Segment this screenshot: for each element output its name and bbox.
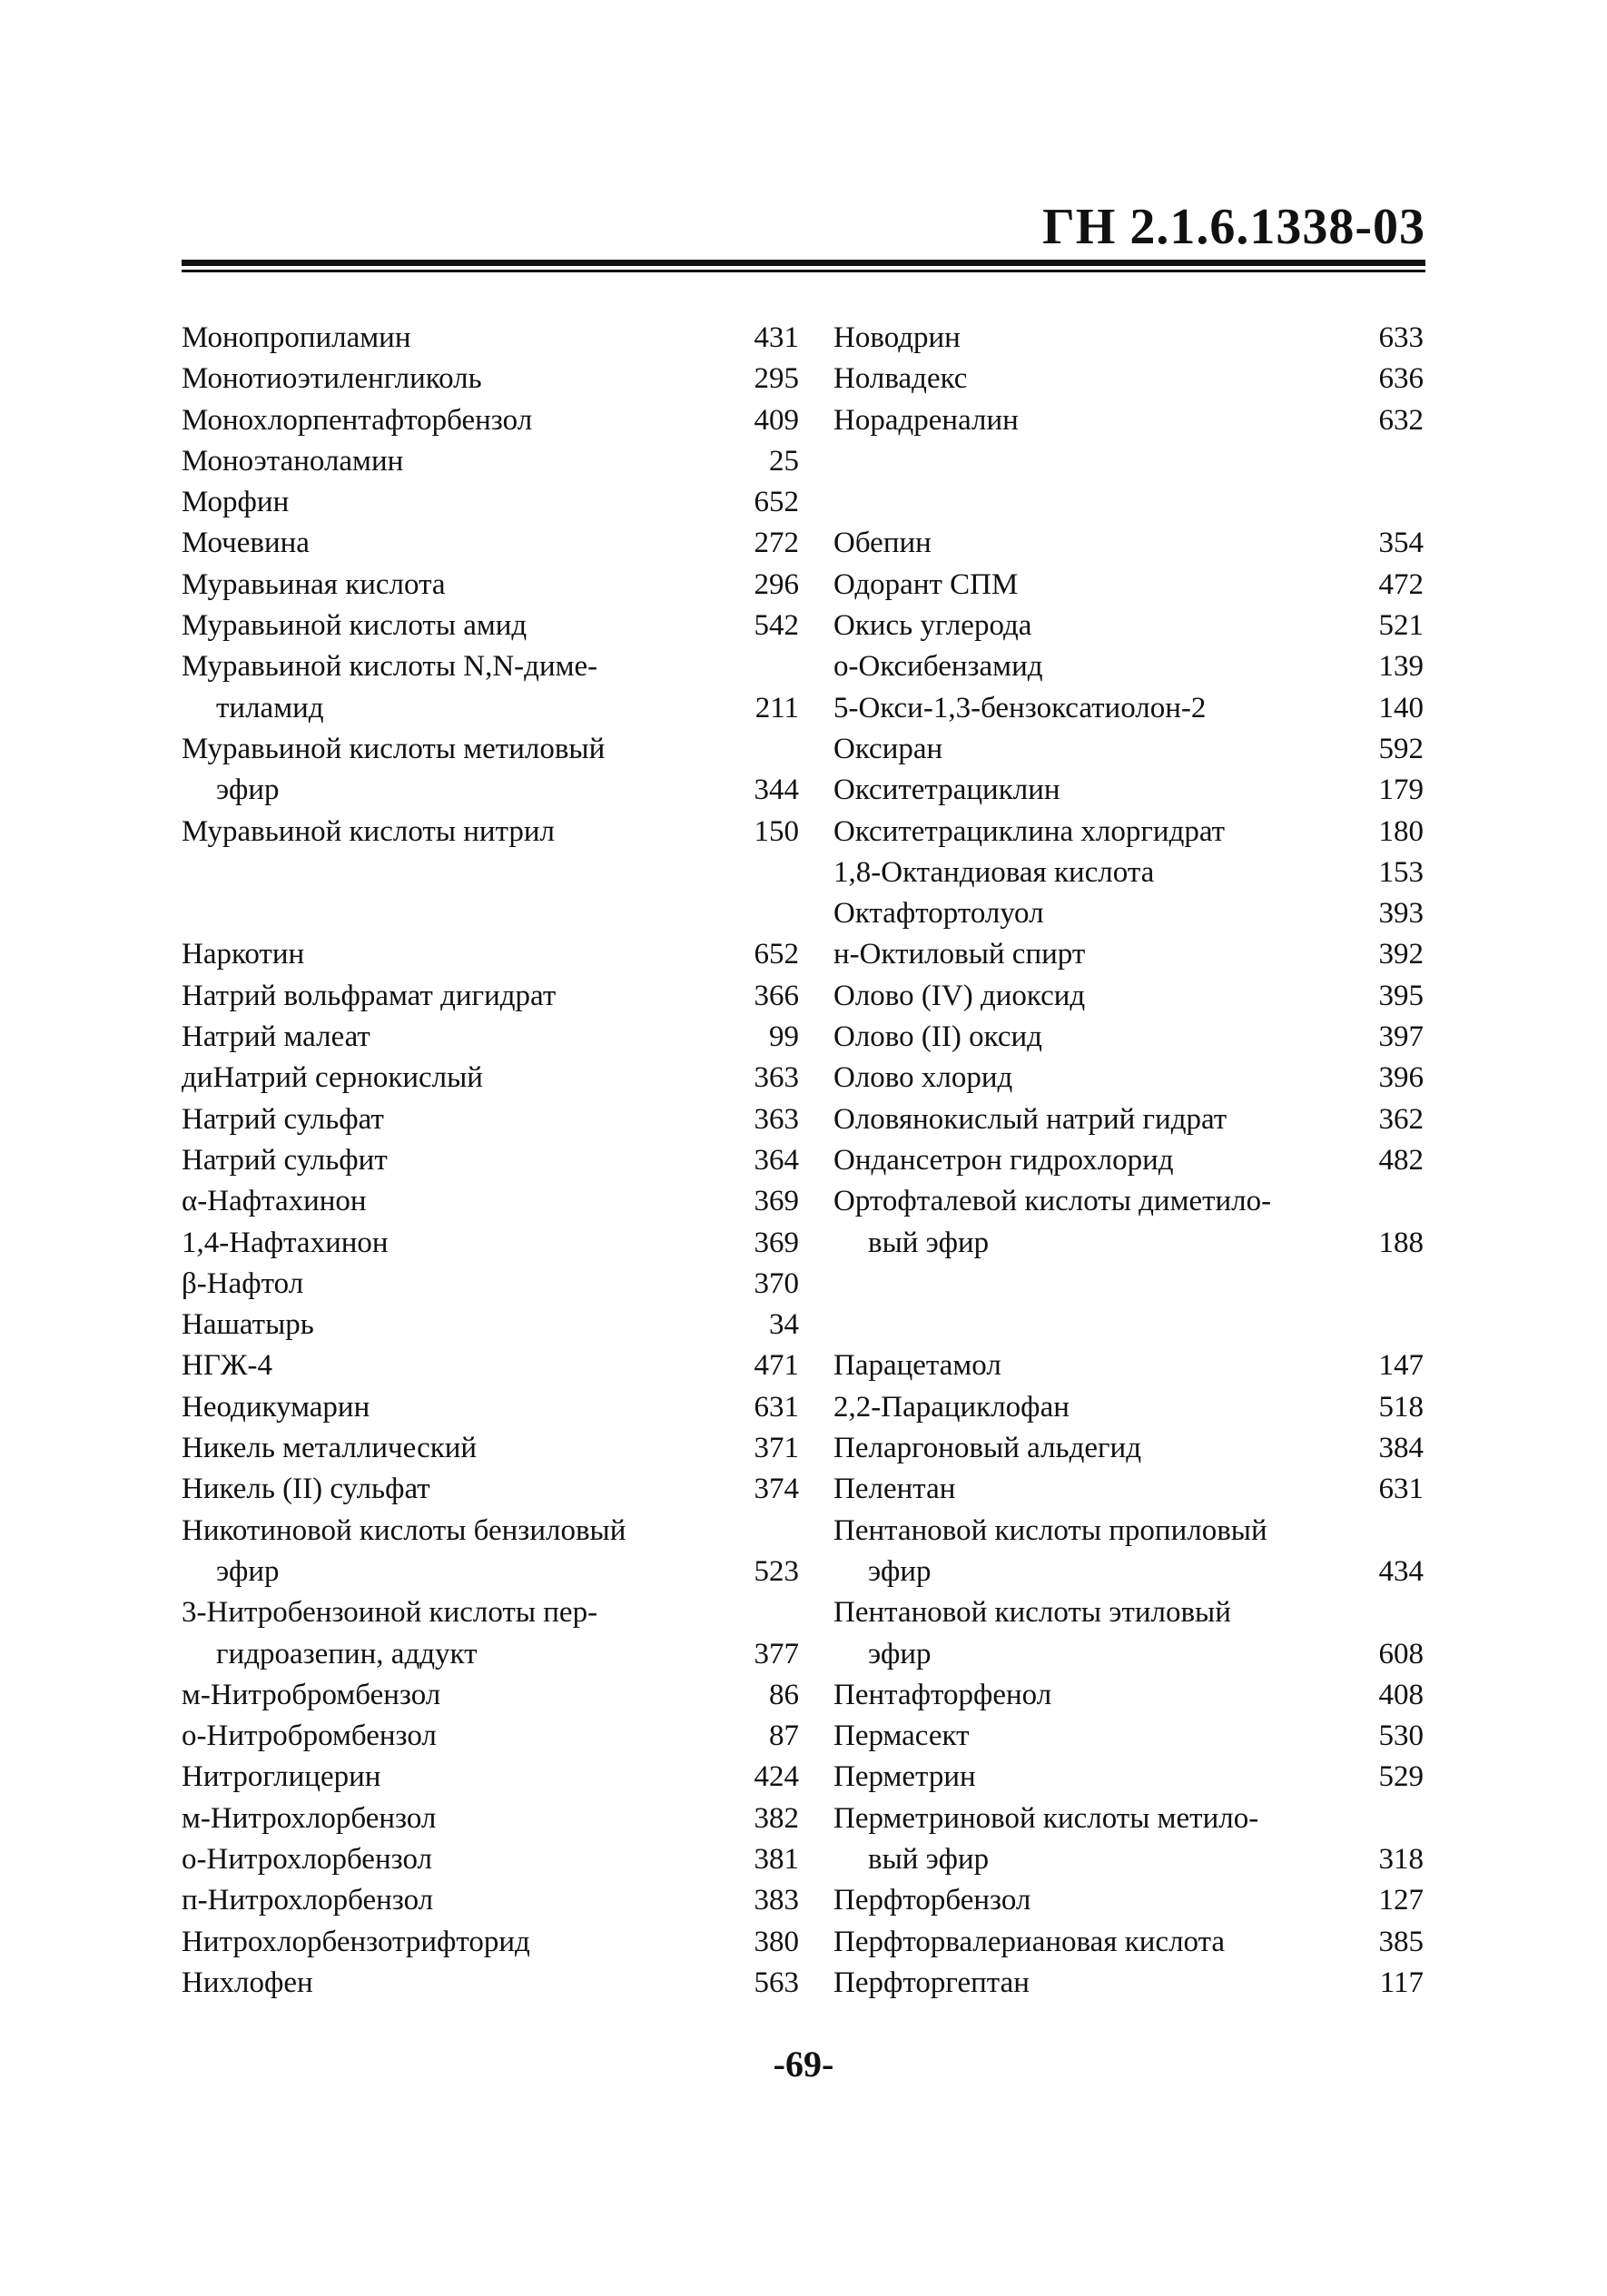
- index-entry: [833, 1675, 1424, 1716]
- index-entry: [182, 1345, 799, 1386]
- index-entry: [182, 318, 799, 359]
- entry-name: о-Нитрохлорбензол: [182, 1842, 432, 1876]
- entry-name: Муравьиной кислоты метиловый: [182, 732, 606, 765]
- entry-name: эфир: [216, 1554, 280, 1588]
- entry-name: Неодикумарин: [182, 1390, 370, 1424]
- entry-name: п-Нитрохлорбензол: [182, 1884, 434, 1917]
- entry-name: Олово хлорид: [833, 1061, 1013, 1095]
- entry-name: Пентановой кислоты этиловый: [833, 1596, 1231, 1630]
- index-entry: [182, 729, 799, 770]
- entry-page-ref: 472: [1378, 567, 1424, 601]
- entry-page-ref: 127: [1378, 1884, 1424, 1917]
- index-entry: [833, 400, 1424, 441]
- index-entry: [182, 852, 799, 893]
- entry-name: Нихлофен: [182, 1966, 313, 1999]
- entry-page-ref: 632: [1378, 403, 1424, 437]
- index-entry: [182, 1716, 799, 1757]
- entry-name: Новодрин: [833, 321, 961, 354]
- entry-page-ref: 180: [1378, 814, 1424, 848]
- index-entry: [833, 1345, 1424, 1386]
- header-rule-thick: [182, 260, 1425, 266]
- index-entry: [182, 1963, 799, 2004]
- entry-page-ref: 521: [1378, 609, 1424, 643]
- entry-page-ref: 393: [1378, 897, 1424, 931]
- index-entry: [833, 1264, 1424, 1305]
- index-entry: [182, 1839, 799, 1880]
- entry-name: α-Нафтахинон: [182, 1185, 367, 1218]
- index-entry: [833, 1305, 1424, 1345]
- index-entry: [833, 1428, 1424, 1469]
- entry-page-ref: 652: [754, 486, 799, 519]
- index-entry: [182, 1880, 799, 1921]
- entry-name: тиламид: [216, 691, 324, 724]
- index-entry: [833, 1387, 1424, 1428]
- entry-page-ref: 25: [769, 444, 799, 478]
- entry-name: Монотиоэтиленгликоль: [182, 362, 482, 396]
- index-entry: [833, 812, 1424, 852]
- entry-page-ref: 409: [754, 403, 799, 437]
- index-entry: [833, 1716, 1424, 1757]
- entry-name: Нитрохлорбензотрифторид: [182, 1925, 530, 1958]
- index-entry: [833, 1634, 1424, 1675]
- index-entry: [833, 1140, 1424, 1181]
- index-entry: [182, 812, 799, 852]
- index-entry: [833, 606, 1424, 646]
- index-entry: [833, 729, 1424, 770]
- index-entry: [182, 770, 799, 811]
- index-entry: [182, 359, 799, 399]
- entry-name: Пентановой кислоты пропиловый: [833, 1513, 1267, 1547]
- entry-name: Перметриновой кислоты метило-: [833, 1801, 1259, 1835]
- index-entry: [833, 1099, 1424, 1140]
- entry-name: Нашатырь: [182, 1308, 314, 1342]
- entry-name: вый эфир: [868, 1842, 990, 1876]
- entry-name: Муравьиная кислота: [182, 567, 446, 601]
- entry-name: Натрий сульфит: [182, 1143, 388, 1177]
- index-entry: [182, 1017, 799, 1058]
- index-entry: [833, 523, 1424, 564]
- index-entry: [833, 318, 1424, 359]
- entry-name: Муравьиной кислоты N,N-диме-: [182, 650, 598, 684]
- entry-name: Никель (II) сульфат: [182, 1473, 430, 1506]
- index-entry: [182, 1634, 799, 1675]
- index-entry: [182, 1675, 799, 1716]
- entry-page-ref: 147: [1378, 1349, 1424, 1383]
- entry-page-ref: 86: [769, 1678, 799, 1711]
- entry-page-ref: 563: [754, 1966, 799, 1999]
- entry-name: о-Оксибензамид: [833, 650, 1043, 684]
- index-entry: [833, 1839, 1424, 1880]
- index-entry: [833, 1552, 1424, 1592]
- entry-name: Парацетамол: [833, 1349, 1001, 1383]
- index-entry: [833, 1469, 1424, 1510]
- entry-name: Перметрин: [833, 1760, 976, 1794]
- entry-name: Окситетрациклина хлоргидрат: [833, 814, 1226, 848]
- entry-name: о-Нитробромбензол: [182, 1720, 437, 1753]
- entry-name: Перфторбензол: [833, 1884, 1031, 1917]
- index-entry: [833, 1181, 1424, 1222]
- entry-page-ref: 366: [754, 979, 799, 1012]
- entry-page-ref: 362: [1378, 1102, 1424, 1136]
- entry-name: вый эфир: [868, 1226, 990, 1259]
- index-entry: [833, 1511, 1424, 1552]
- entry-name: Нитроглицерин: [182, 1760, 381, 1794]
- entry-page-ref: 408: [1378, 1678, 1424, 1711]
- entry-page-ref: 431: [754, 321, 799, 354]
- entry-name: Муравьиной кислоты нитрил: [182, 814, 556, 848]
- entry-page-ref: 371: [754, 1432, 799, 1465]
- entry-page-ref: 374: [754, 1473, 799, 1506]
- index-entry: [182, 1264, 799, 1305]
- index-entry: [182, 688, 799, 729]
- entry-page-ref: 363: [754, 1102, 799, 1136]
- entry-name: м-Нитробромбензол: [182, 1678, 441, 1711]
- entry-name: Норадреналин: [833, 403, 1019, 437]
- entry-name: Одорант СПМ: [833, 567, 1019, 601]
- entry-name: Олово (II) оксид: [833, 1020, 1042, 1054]
- index-entry: [182, 1305, 799, 1345]
- index-entry: [833, 770, 1424, 811]
- entry-page-ref: 381: [754, 1842, 799, 1876]
- index-entry: [833, 852, 1424, 893]
- entry-page-ref: 542: [754, 609, 799, 643]
- entry-name: Моноэтаноламин: [182, 444, 404, 478]
- entry-page-ref: 369: [754, 1185, 799, 1218]
- entry-page-ref: 592: [1378, 732, 1424, 765]
- entry-name: Оловянокислый натрий гидрат: [833, 1102, 1227, 1136]
- entry-page-ref: 434: [1378, 1554, 1424, 1588]
- entry-page-ref: 34: [769, 1308, 799, 1342]
- entry-page-ref: 396: [1378, 1061, 1424, 1095]
- entry-name: эфир: [868, 1554, 932, 1588]
- index-entry: [833, 976, 1424, 1017]
- entry-page-ref: 397: [1378, 1020, 1424, 1054]
- index-entry: [182, 1058, 799, 1099]
- entry-page-ref: 344: [754, 774, 799, 807]
- index-entry: [833, 1223, 1424, 1264]
- entry-page-ref: 370: [754, 1266, 799, 1300]
- entry-name: Пентафторфенол: [833, 1678, 1052, 1711]
- entry-name: эфир: [216, 774, 280, 807]
- entry-name: Морфин: [182, 486, 290, 519]
- entry-page-ref: 636: [1378, 362, 1424, 396]
- entry-page-ref: 354: [1378, 527, 1424, 560]
- entry-name: Пермасект: [833, 1720, 970, 1753]
- index-entry: [182, 606, 799, 646]
- index-entry: [182, 1922, 799, 1963]
- entry-page-ref: 377: [754, 1637, 799, 1670]
- index-entry: [182, 400, 799, 441]
- entry-name: Натрий малеат: [182, 1020, 370, 1054]
- entry-page-ref: 296: [754, 567, 799, 601]
- index-entry: [833, 1922, 1424, 1963]
- index-entry: [182, 976, 799, 1017]
- index-entry: [182, 523, 799, 564]
- entry-name: β-Нафтол: [182, 1266, 304, 1300]
- entry-page-ref: 179: [1378, 774, 1424, 807]
- index-entry: [182, 1798, 799, 1839]
- index-column-right: [833, 318, 1424, 2004]
- index-entry: [182, 1511, 799, 1552]
- index-entry: [833, 1757, 1424, 1798]
- entry-name: НГЖ-4: [182, 1349, 272, 1383]
- entry-page-ref: 530: [1378, 1720, 1424, 1753]
- entry-page-ref: 652: [754, 938, 799, 971]
- entry-name: диНатрий сернокислый: [182, 1061, 483, 1095]
- entry-name: 2,2-Парациклофан: [833, 1390, 1070, 1424]
- entry-name: Октафтортолуол: [833, 897, 1044, 931]
- entry-page-ref: 139: [1378, 650, 1424, 684]
- index-entry: [182, 565, 799, 606]
- index-entry: [833, 688, 1424, 729]
- entry-page-ref: 608: [1378, 1637, 1424, 1670]
- index-entry: [833, 359, 1424, 399]
- index-entry: [182, 1099, 799, 1140]
- entry-page-ref: 363: [754, 1061, 799, 1095]
- page-number: -69-: [773, 2044, 834, 2084]
- entry-page-ref: 392: [1378, 938, 1424, 971]
- entry-page-ref: 385: [1378, 1925, 1424, 1958]
- entry-name: Олово (IV) диоксид: [833, 979, 1086, 1012]
- index-entry: [182, 893, 799, 934]
- entry-name: Монохлорпентафторбензол: [182, 403, 533, 437]
- entry-name: м-Нитрохлорбензол: [182, 1801, 437, 1835]
- entry-name: Перфторгептан: [833, 1966, 1030, 1999]
- entry-name: эфир: [868, 1637, 932, 1670]
- entry-name: Ондансетрон гидрохлорид: [833, 1143, 1174, 1177]
- entry-name: Муравьиной кислоты амид: [182, 609, 527, 643]
- entry-page-ref: 117: [1379, 1966, 1424, 1999]
- entry-page-ref: 633: [1378, 321, 1424, 354]
- index-entry: [833, 1963, 1424, 2004]
- entry-name: Мочевина: [182, 527, 310, 560]
- entry-name: 5-Окси-1,3-бензоксатиолон-2: [833, 691, 1207, 724]
- entry-page-ref: 188: [1378, 1226, 1424, 1259]
- entry-name: Монопропиламин: [182, 321, 411, 354]
- index-entry: [182, 1387, 799, 1428]
- index-entry: [182, 1181, 799, 1222]
- entry-page-ref: 471: [754, 1349, 799, 1383]
- index-entry: [833, 1592, 1424, 1633]
- entry-name: Перфторвалериановая кислота: [833, 1925, 1226, 1958]
- index-entry: [182, 1469, 799, 1510]
- entry-name: Натрий вольфрамат дигидрат: [182, 979, 557, 1012]
- entry-page-ref: 482: [1378, 1143, 1424, 1177]
- entry-name: Ортофталевой кислоты диметило-: [833, 1185, 1272, 1218]
- entry-name: Пелентан: [833, 1473, 956, 1506]
- entry-name: Никотиновой кислоты бензиловый: [182, 1513, 626, 1547]
- entry-name: Обепин: [833, 527, 932, 560]
- entry-name: 1,8-Октандиовая кислота: [833, 855, 1155, 889]
- entry-page-ref: 211: [754, 691, 799, 724]
- entry-page-ref: 383: [754, 1884, 799, 1917]
- entry-page-ref: 295: [754, 362, 799, 396]
- index-entry: [182, 1757, 799, 1798]
- entry-page-ref: 272: [754, 527, 799, 560]
- entry-page-ref: 380: [754, 1925, 799, 1958]
- entry-page-ref: 99: [769, 1020, 799, 1054]
- entry-name: гидроазепин, аддукт: [216, 1637, 478, 1670]
- entry-page-ref: 523: [754, 1554, 799, 1588]
- entry-page-ref: 153: [1378, 855, 1424, 889]
- entry-page-ref: 150: [754, 814, 799, 848]
- index-entry: [182, 441, 799, 482]
- entry-name: Нолвадекс: [833, 362, 968, 396]
- entry-name: Натрий сульфат: [182, 1102, 384, 1136]
- entry-page-ref: 382: [754, 1801, 799, 1835]
- entry-page-ref: 529: [1378, 1760, 1424, 1794]
- entry-page-ref: 631: [754, 1390, 799, 1424]
- index-entry: [833, 893, 1424, 934]
- index-entry: [182, 646, 799, 687]
- index-entry: [833, 1017, 1424, 1058]
- entry-page-ref: 395: [1378, 979, 1424, 1012]
- entry-name: Окситетрациклин: [833, 774, 1060, 807]
- index-column-left: [182, 318, 799, 2004]
- index-entry: [182, 1223, 799, 1264]
- index-entry: [833, 1058, 1424, 1099]
- entry-name: 1,4-Нафтахинон: [182, 1226, 389, 1259]
- index-entry: [833, 565, 1424, 606]
- index-entry: [182, 1552, 799, 1592]
- entry-page-ref: 424: [754, 1760, 799, 1794]
- index-entry: [833, 482, 1424, 523]
- index-entry: [833, 1798, 1424, 1839]
- entry-page-ref: 369: [754, 1226, 799, 1259]
- entry-name: Пеларгоновый альдегид: [833, 1432, 1142, 1465]
- entry-name: Никель металлический: [182, 1432, 478, 1465]
- header-rule-thin: [182, 270, 1425, 272]
- index-entry: [182, 1140, 799, 1181]
- entry-name: Оксиран: [833, 732, 943, 765]
- entry-name: 3-Нитробензоиной кислоты пер-: [182, 1596, 598, 1630]
- entry-name: Окись углерода: [833, 609, 1032, 643]
- entry-page-ref: 631: [1378, 1473, 1424, 1506]
- entry-page-ref: 384: [1378, 1432, 1424, 1465]
- entry-page-ref: 364: [754, 1143, 799, 1177]
- index-entry: [833, 646, 1424, 687]
- index-entry: [182, 1592, 799, 1633]
- entry-name: Наркотин: [182, 938, 305, 971]
- index-entry: [182, 934, 799, 975]
- index-entry: [833, 934, 1424, 975]
- entry-page-ref: 518: [1378, 1390, 1424, 1424]
- index-entry: [833, 441, 1424, 482]
- entry-page-ref: 318: [1378, 1842, 1424, 1876]
- entry-name: н-Октиловый спирт: [833, 938, 1086, 971]
- entry-page-ref: 140: [1378, 691, 1424, 724]
- index-entry: [182, 1428, 799, 1469]
- entry-page-ref: 87: [769, 1720, 799, 1753]
- index-entry: [833, 1880, 1424, 1921]
- index-entry: [182, 482, 799, 523]
- document-code: ГН 2.1.6.1338-03: [1042, 199, 1425, 255]
